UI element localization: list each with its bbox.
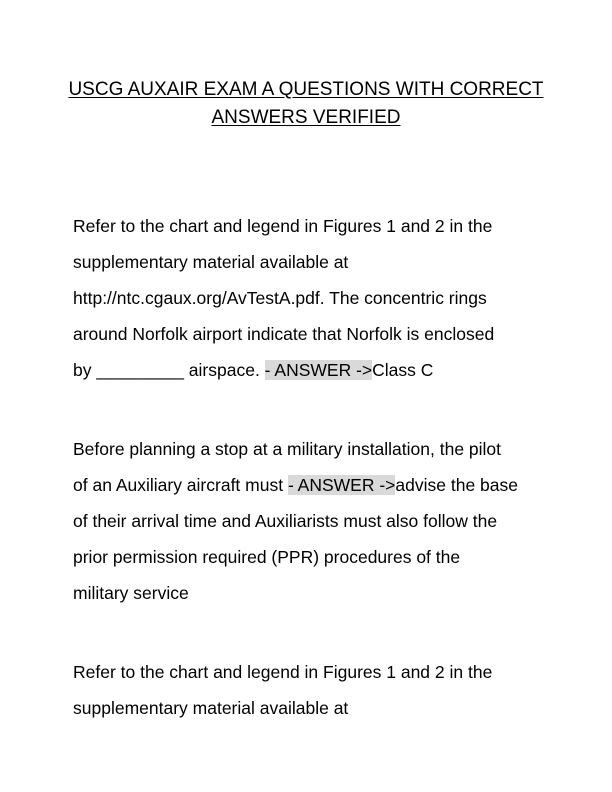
answer-marker: - ANSWER -> xyxy=(264,360,373,380)
question-text: by _________ airspace. xyxy=(73,360,265,380)
answer-line: prior permission required (PPR) procedures of the xyxy=(73,547,461,567)
question-line: Refer to the chart and legend in Figures 1 and 2 in the xyxy=(73,662,493,682)
answer-text: Class C xyxy=(372,360,434,380)
answer-text: advise the base xyxy=(395,475,518,495)
answer-line: of their arrival time and Auxiliarists must also follow the xyxy=(73,511,498,531)
title-line-2: ANSWERS VERIFIED xyxy=(211,107,401,128)
question-line: supplementary material available at xyxy=(73,252,349,272)
title-line-1: USCG AUXAIR EXAM A QUESTIONS WITH CORRECT xyxy=(68,79,544,100)
question-block-2 xyxy=(73,431,543,611)
answer-marker: - ANSWER -> xyxy=(287,475,396,495)
question-answer-line xyxy=(73,352,543,388)
answer-line: military service xyxy=(73,583,189,603)
question-block-1 xyxy=(73,208,543,388)
question-line: Refer to the chart and legend in Figures 1 and 2 in the xyxy=(73,216,493,236)
question-line: supplementary material available at xyxy=(73,698,349,718)
question-answer-line xyxy=(73,467,543,503)
question-text: of an Auxiliary aircraft must xyxy=(73,475,288,495)
question-line: Before planning a stop at a military installation, the pilot xyxy=(73,439,502,459)
question-block-3 xyxy=(73,654,543,726)
question-line: around Norfolk airport indicate that Norfolk is enclosed xyxy=(73,324,495,344)
document-title xyxy=(40,76,572,132)
question-line: http://ntc.cgaux.org/AvTestA.pdf. The concentric rings xyxy=(73,288,487,308)
